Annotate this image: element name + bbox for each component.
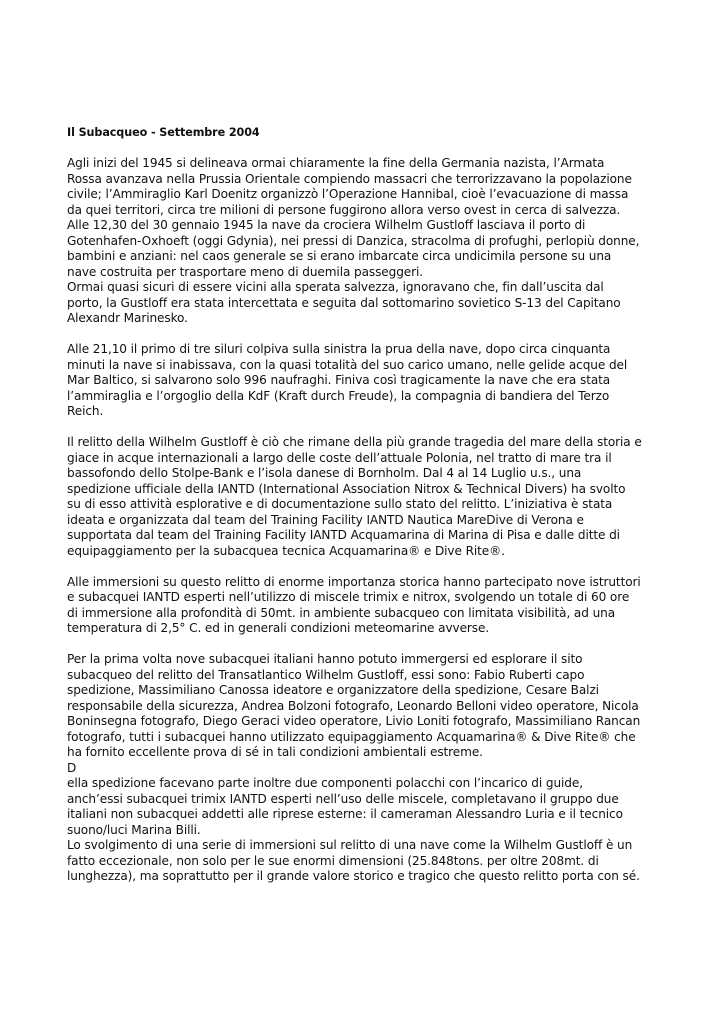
paragraph-evacuation: Agli inizi del 1945 si delineava ormai chiaramente la fine della Germania nazista, l’Armata Rossa avanzava nella Prussia Orientale compiendo massacri che terrorizzavano la popolazione civile; l’Ammiraglio Karl Doenitz organizzò l’Operazione Hannibal, cioè l’evacuazione di massa da quei territori, circa tre milioni di persone fuggirono allora verso ovest in cerca di salvezza. Alle 12,30 del 30 gennaio 1945 la nave da crociera Wilhelm Gustloff lasciava il porto di Gotenhafen-Oxhoeft (oggi Gdynia), nei pressi di Danzica, stracolma di profughi, perlopiù donne, bambini e anziani: nel caos generale se si erano imbarcate circa undicimila persone su una nave costruita per trasportare meno di duemila passeggeri. Ormai quasi sicuri di essere vicini alla sperata salvezza, ignoravano che, fin dall’uscita dal porto, la Gustloff era stata intercettata e seguita dal sottomarino sovietico S-13 del Capitano Alexandr Marinesko. bbox=[67, 156, 640, 325]
document-page bbox=[67, 125, 642, 885]
paragraph-wreck-expedition: Il relitto della Wilhelm Gustloff è ciò che rimane della più grande tragedia del mare della storia e giace in acque internazionali a largo delle coste dell’attuale Polonia, nel tratto di mare tra il bassofondo dello Stolpe-Bank e l’isola danese di Bornholm. Dal 4 al 14 Luglio u.s., una spedizione ufficiale della IANTD (International Association Nitrox & Technical Divers) ha svolto su di esso attività esplorative e di documentazione sullo stato del relitto. L’iniziativa è stata ideata e organizzata dal team del Training Facility IANTD Nautica MareDive di Verona e supportata dal team del Training Facility IANTD Acquamarina di Marina di Pisa e dalle ditte di equipaggiamento per la subacquea tecnica Acquamarina® e Dive Rite®. bbox=[67, 435, 642, 558]
document-title: Il Subacqueo - Settembre 2004 bbox=[67, 126, 260, 139]
paragraph-team: Per la prima volta nove subacquei italiani hanno potuto immergersi ed esplorare il sito subacqueo del relitto del Transatlantico Wilhelm Gustloff, essi sono: Fabio Ruberti capo spedizione, Massimiliano Canossa ideatore e organizzatore della spedizione, Cesare Balzi responsabile della sicurezza, Andrea Bolzoni fotografo, Leonardo Belloni video operatore, Nicola Boninsegna fotografo, Diego Geraci video operatore, Livio Loniti fotografo, Massimiliano Rancan fotografo, tutti i subacquei hanno utilizzato equipaggiamento Acquamarina® & Dive Rite® che ha fornito eccellente prova di sé in tali condizioni ambientali estreme. D ella spedizione facevano parte inoltre due componenti polacchi con l’incarico di guide, anch’essi subacquei trimix IANTD esperti nell’uso delle miscele, completavano il gruppo due italiani non subacquei addetti alle riprese esterne: il cameraman Alessandro Luria e il tecnico suono/luci Marina Billi. Lo svolgimento di una serie di immersioni sul relitto di una nave come la Wilhelm Gustloff è un fatto eccezionale, non solo per le sue enormi dimensioni (25.848tons. per oltre 208mt. di lunghezza), ma soprattutto per il grande valore storico e tragico che questo relitto porta con sé. bbox=[67, 652, 641, 883]
paragraph-dives: Alle immersioni su questo relitto di enorme importanza storica hanno partecipato nove istruttori e subacquei IANTD esperti nell’utilizzo di miscele trimix e nitrox, svolgendo un totale di 60 ore di immersione alla profondità di 50mt. in ambiente subacqueo con limitata visibilità, ad una temperatura di 2,5° C. ed in generali condizioni meteomarine avverse. bbox=[67, 574, 641, 635]
paragraph-sinking: Alle 21,10 il primo di tre siluri colpiva sulla sinistra la prua della nave, dopo circa cinquanta minuti la nave si inabissava, con la quasi totalità del suo carico umano, nelle gelide acque del Mar Baltico, si salvarono solo 996 naufraghi. Finiva così tragicamente la nave che era stata l’ammiraglia e l’orgoglio della KdF (Kraft durch Freude), la compagnia di bandiera del Terzo Reich. bbox=[67, 342, 628, 418]
